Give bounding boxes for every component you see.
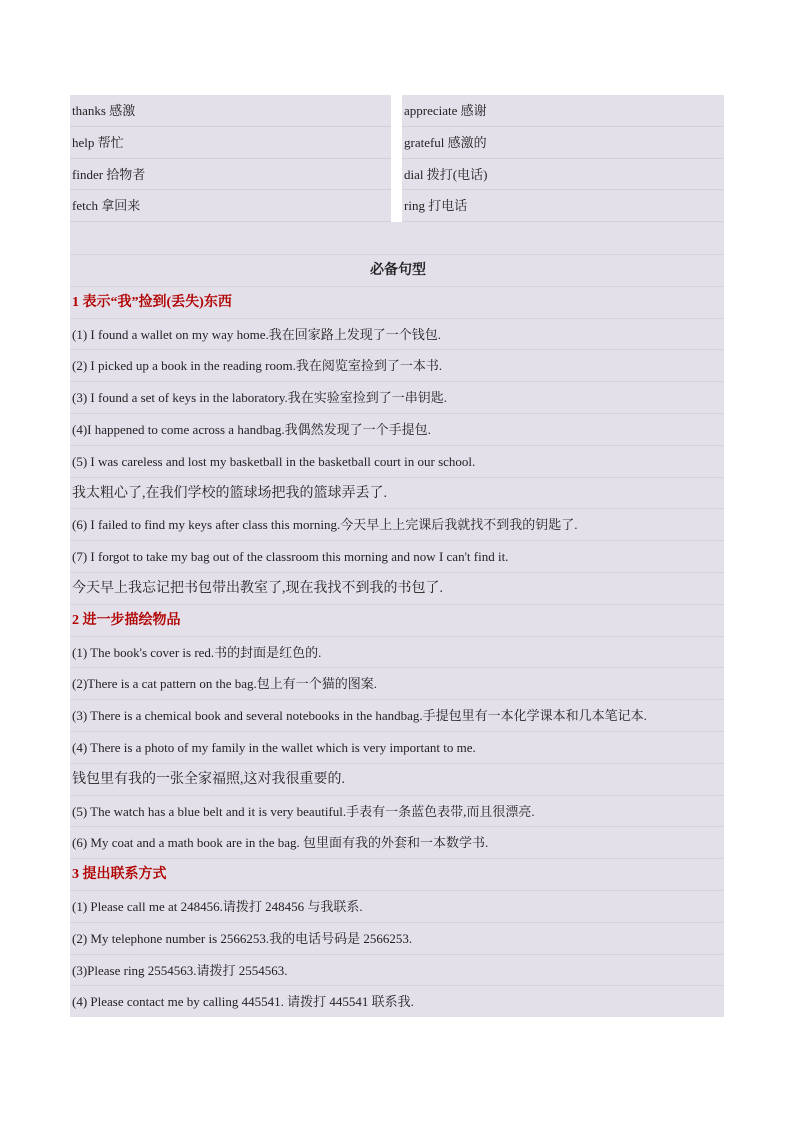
sentence-line: (4) There is a photo of my family in the wallet which is very important to me. xyxy=(70,731,724,763)
sentence-line: (2) My telephone number is 2566253.我的电话号码是 2566253. xyxy=(70,922,724,954)
vocab-item: appreciate 感谢 xyxy=(402,95,723,127)
sentence-line: (3) There is a chemical book and several notebooks in the handbag.手提包里有一本化学课本和几本笔记本. xyxy=(70,699,724,731)
sentence-line: (5) I was careless and lost my basketball in the basketball court in our school. xyxy=(70,445,724,477)
vocab-column-right xyxy=(402,95,723,222)
sentence-line: (2) I picked up a book in the reading room.我在阅览室捡到了一本书. xyxy=(70,349,724,381)
vocab-item: dial 拨打(电话) xyxy=(402,159,723,191)
vocab-column-left xyxy=(70,95,391,222)
sentence-line: (3)Please ring 2554563.请拨打 2554563. xyxy=(70,954,724,986)
vocab-item: finder 拾物者 xyxy=(70,159,391,191)
sentence-line: 我太粗心了,在我们学校的篮球场把我的篮球弄丢了. xyxy=(70,477,724,509)
sentence-patterns-table xyxy=(70,254,724,1017)
sentence-line: (4) Please contact me by calling 445541. 请拨打 445541 联系我. xyxy=(70,985,724,1017)
section-heading: 必备句型 xyxy=(70,254,724,286)
sentence-line: (7) I forgot to take my bag out of the classroom this morning and now I can't find it. xyxy=(70,540,724,572)
vocab-item: fetch 拿回来 xyxy=(70,190,391,222)
vocab-item: thanks 感激 xyxy=(70,95,391,127)
sentence-line: (6) My coat and a math book are in the bag. 包里面有我的外套和一本数学书. xyxy=(70,826,724,858)
sentence-line: (6) I failed to find my keys after class this morning.今天早上上完课后我就找不到我的钥匙了. xyxy=(70,508,724,540)
sentence-line: (3) I found a set of keys in the laboratory.我在实验室捡到了一串钥匙. xyxy=(70,381,724,413)
sentence-line: (5) The watch has a blue belt and it is very beautiful.手表有一条蓝色表带,而且很漂亮. xyxy=(70,795,724,827)
sentence-line: (2)There is a cat pattern on the bag.包上有一个猫的图案. xyxy=(70,667,724,699)
sentence-line: (1) The book's cover is red.书的封面是红色的. xyxy=(70,636,724,668)
section-title: 1 表示“我”捡到(丢失)东西 xyxy=(70,286,724,318)
sentence-line: (1) I found a wallet on my way home.我在回家路上发现了一个钱包. xyxy=(70,318,724,350)
vocabulary-table xyxy=(70,95,724,254)
section-title: 2 进一步描绘物品 xyxy=(70,604,724,636)
vocab-item: grateful 感激的 xyxy=(402,127,723,159)
section-title: 3 提出联系方式 xyxy=(70,858,724,890)
column-divider xyxy=(391,95,402,222)
sentence-line: (4)I happened to come across a handbag.我偶然发现了一个手提包. xyxy=(70,413,724,445)
vocab-item: ring 打电话 xyxy=(402,190,723,222)
vocab-item: help 帮忙 xyxy=(70,127,391,159)
sentence-line: (1) Please call me at 248456.请拨打 248456 与我联系. xyxy=(70,890,724,922)
sentence-line: 钱包里有我的一张全家福照,这对我很重要的. xyxy=(70,763,724,795)
sentence-line: 今天早上我忘记把书包带出教室了,现在我找不到我的书包了. xyxy=(70,572,724,604)
